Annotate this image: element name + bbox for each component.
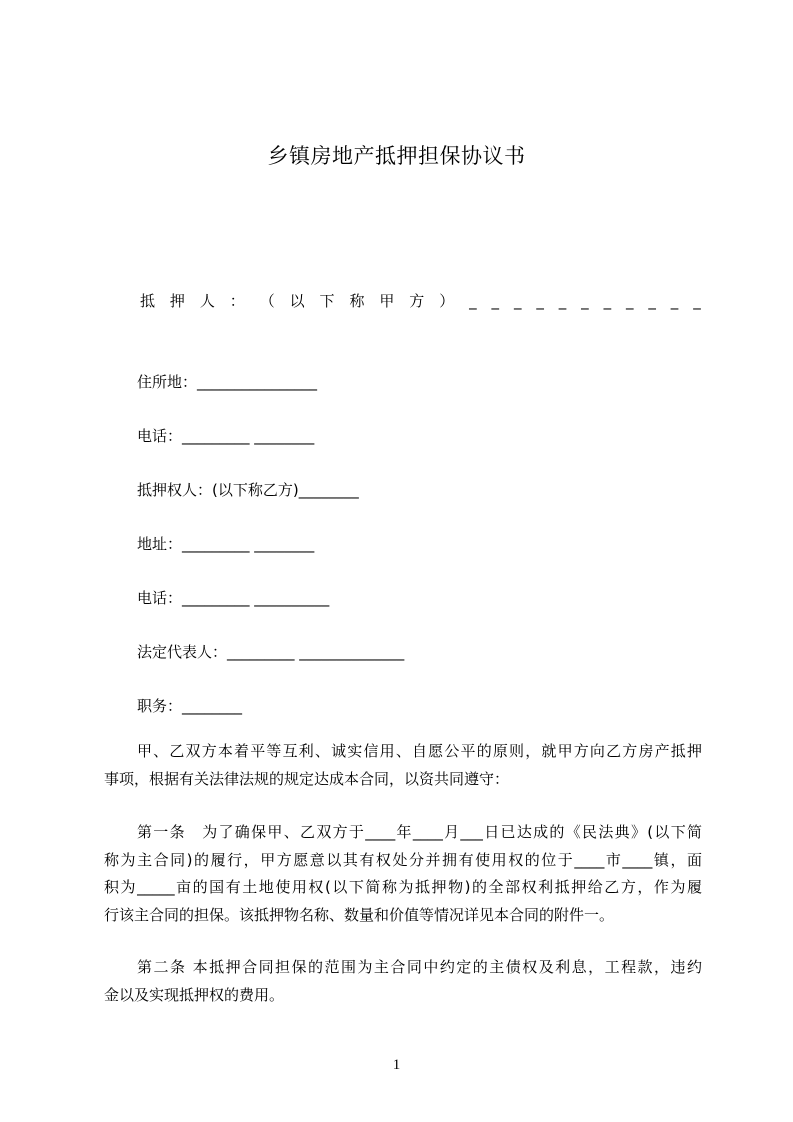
mortgagor-char: _ xyxy=(469,292,477,310)
mortgagor-char: _ xyxy=(670,292,679,310)
mortgagor-char: 称 xyxy=(349,292,365,310)
phone-field-1: 电话：_________ ________ xyxy=(137,427,315,445)
mortgagor-char: _ xyxy=(693,292,701,310)
mortgagor-char: _ xyxy=(581,292,589,310)
mortgagor-char: 甲 xyxy=(379,292,395,310)
mortgagor-char: 押 xyxy=(169,292,185,310)
document-title: 乡镇房地产抵押担保协议书 xyxy=(267,144,526,168)
page-number: 1 xyxy=(392,1057,401,1073)
mortgagor-char: _ xyxy=(536,292,544,310)
mortgagor-line xyxy=(140,290,701,312)
mortgagor-char: ： xyxy=(229,292,245,310)
legal-representative-field: 法定代表人：_________ ______________ xyxy=(137,643,405,661)
mortgagor-char: _ xyxy=(513,292,522,310)
article-2-line: 金以及实现抵押权的费用。 xyxy=(104,985,285,1004)
article-1-line: 行该主合同的担保。该抵押物名称、数量和价值等情况详见本合同的附件一。 xyxy=(104,905,615,924)
phone-field-2: 电话：_________ __________ xyxy=(137,589,330,607)
mortgagor-char: ） xyxy=(439,292,455,310)
article-1-line: 第一条 为了确保甲、乙双方于____年____月___日已达成的《民法典》(以下简 xyxy=(137,823,702,841)
article-1-paragraph xyxy=(104,819,702,929)
mortgagor-char: 以 xyxy=(289,292,305,310)
article-2-line: 第二条 本抵押合同担保的范围为主合同中约定的主债权及利息，工程款，违约 xyxy=(137,958,702,976)
mortgagor-char: 方 xyxy=(409,292,425,310)
position-field: 职务：________ xyxy=(137,697,243,715)
article-1-line: 称为主合同)的履行，甲方愿意以其有权处分并拥有使用权的位于____市____镇，面 xyxy=(104,850,702,869)
preamble-line: 甲、乙双方本着平等互利、诚实信用、自愿公平的原则，就甲方向乙方房产抵押 xyxy=(137,742,702,760)
address-field: 地址：_________ ________ xyxy=(137,535,315,553)
mortgagor-char: _ xyxy=(558,292,567,310)
mortgagor-char: 抵 xyxy=(140,292,156,310)
preamble-paragraph xyxy=(104,738,702,793)
mortgagee-field: 抵押权人：(以下称乙方)________ xyxy=(137,481,359,499)
mortgagor-char: _ xyxy=(625,292,634,310)
article-2-paragraph xyxy=(104,954,702,1009)
mortgagor-char: （ xyxy=(259,292,275,310)
mortgagor-char: 人 xyxy=(199,292,215,310)
residence-field: 住所地：________________ xyxy=(137,373,318,391)
mortgagor-char: _ xyxy=(603,292,612,310)
mortgagor-char: 下 xyxy=(319,292,335,310)
mortgagor-char: _ xyxy=(648,292,656,310)
preamble-line: 事项，根据有关法律法规的规定达成本合同，以资共同遵守： xyxy=(104,769,510,788)
mortgagor-char: _ xyxy=(491,292,500,310)
article-1-line: 积为_____亩的国有土地使用权(以下简称为抵押物)的全部权利抵押给乙方，作为履 xyxy=(104,878,702,896)
